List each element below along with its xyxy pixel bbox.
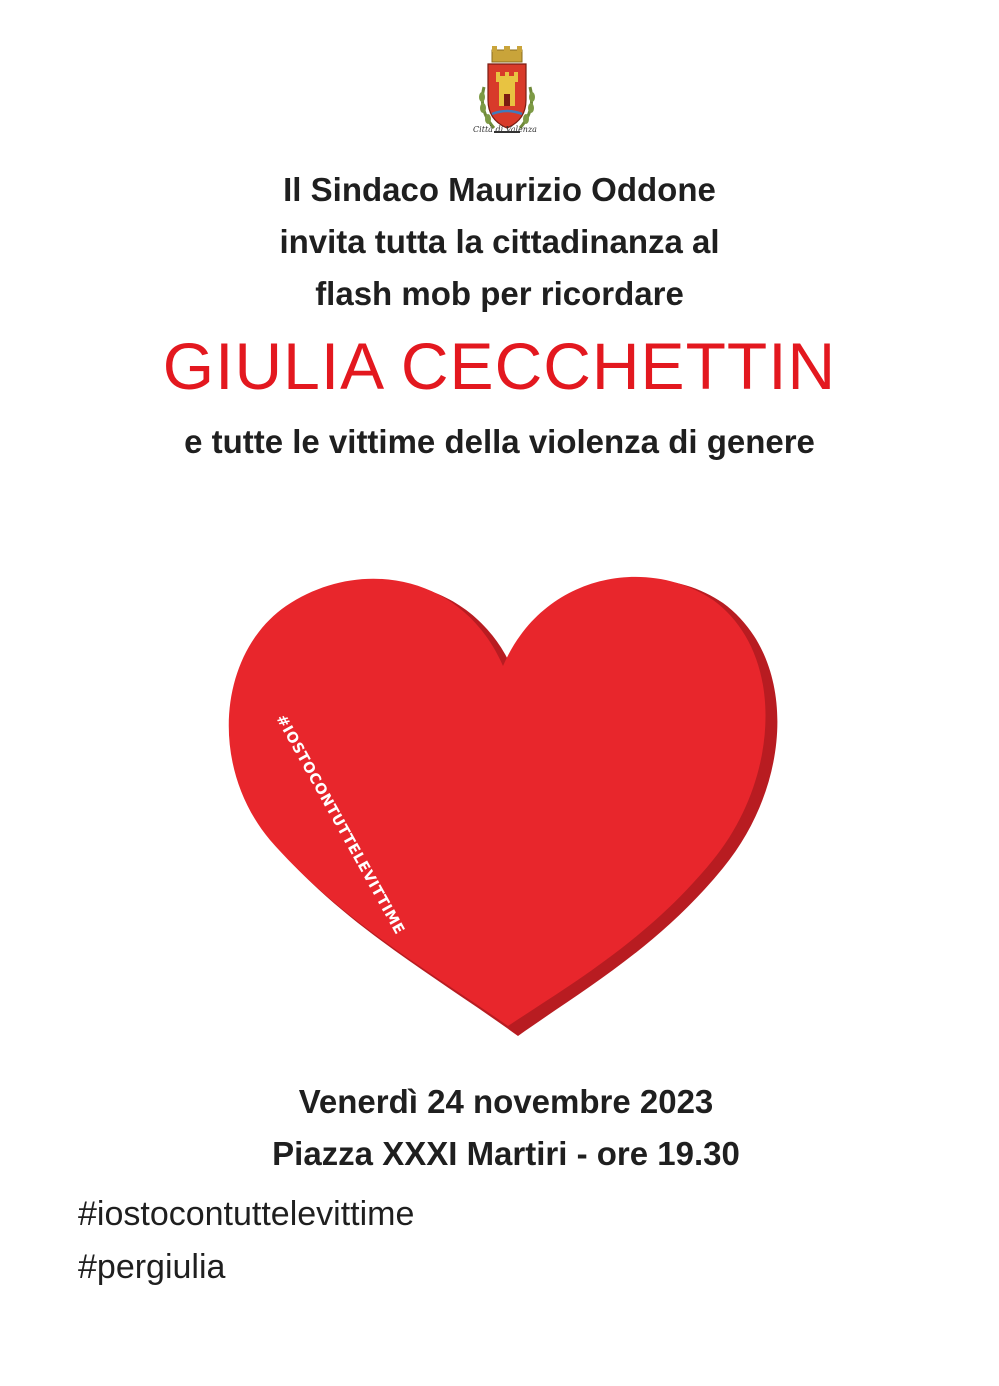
hashtag-item: #iostocontuttelevittime — [78, 1195, 415, 1233]
event-date: Venerdì 24 novembre 2023 — [298, 1083, 714, 1120]
invitation-line-3: flash mob per ricordare — [315, 275, 684, 312]
heart-hashtag: #IOSTOCONTUTTELEVITTIME — [272, 712, 408, 938]
hashtag-item: #pergiulia — [78, 1248, 226, 1286]
subtitle: e tutte le vittime della violenza di genere — [184, 423, 815, 460]
invitation-text — [0, 164, 999, 320]
invitation-line-2: invita tutta la cittadinanza al — [279, 223, 720, 260]
logo-caption: Città di Valenza — [473, 125, 537, 134]
event-location-time: Piazza XXXI Martiri - ore 19.30 — [272, 1135, 740, 1172]
hashtag-list — [78, 1188, 414, 1294]
invitation-line-1: Il Sindaco Maurizio Oddone — [283, 171, 716, 208]
honoree-name: GIULIA CECCHETTIN — [162, 329, 837, 403]
event-details — [0, 1076, 999, 1180]
heart-icon — [218, 548, 788, 1038]
